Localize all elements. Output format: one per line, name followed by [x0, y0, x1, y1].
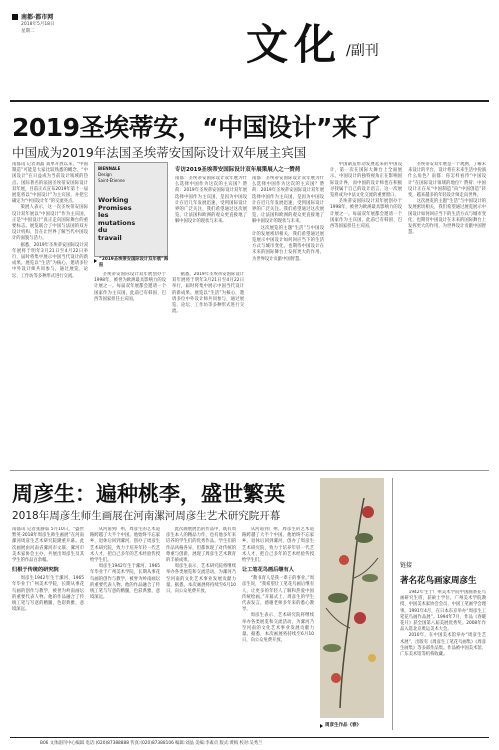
bio-text — [400, 590, 486, 732]
story2-para-5: 周彦生表示，艺术研究院将继续举办各类展览和交流活动，为漯河乃至河南的文化艺术事业发展贡献力量。据悉，本次画展将持续至6月10日，向公众免费开放。 — [242, 613, 314, 644]
story1-poster — [94, 162, 168, 257]
link-label: 链接 — [400, 562, 413, 569]
story2-para-2b: 周彦生1942年生于漯河，1965年毕业于广州美术学院，长期从事花鸟画的创作与教学，被誉为岭南画坛的重要代表人物。他的作品融合了传统工笔与写意的精髓，色彩典雅，意境深远。 — [90, 564, 160, 601]
interview-para-4: 圣埃蒂安双年展是一个观测、了解未来设计的平台，设计将在未来生活中扮演什么角色？南都：你怎样看待“中国设计”在国际设计领域的地位？赞荷：中国设计正在从“中国制造”向“中国创造”转变，越来越多的年轻设计师走向世界。 — [408, 162, 486, 199]
masthead-rule — [10, 100, 489, 102]
interview-para-3: 中国制造带动发展起来的中国设计，第一次在国际大舞台上全面展示。中国设计的独特视角正在影响国际设计界，而中国的设计师也在积极寻找属于自己的设计语言，这一次展览将成为中法文化交流的重要窗口。 — [330, 162, 402, 199]
footer-info: B06 文体副刊中心编辑 电话:(020)87388888 传真:(020)87388106 编辑:刘晶 美编:李素贞 版式:黄梅 校对:吴秀兰 — [40, 741, 263, 746]
interview-para-2: 南都：圣埃蒂安国际设计双年展为什么选择中国作为这次的主宾国？赞荷：2019年圣埃蒂安国际设计双年展选择中国作为主宾国，是因为中国设计在近几年发展迅速，受到国际设计界的广泛关注。我们希望通过这次展览，让法国和欧洲的观众更直接地了解中国设计的现状与未来。 — [252, 176, 324, 225]
poster-top: BIENNALE — [98, 166, 121, 171]
issue-date: 2018年5月18日 — [21, 22, 55, 27]
story2-para-2: 从河南到广州，周彦生的艺术道路跨越了大半个中国。他始终不忘家乡，退休后回到漯河，创办了周彦生艺术研究院，致力于培养年轻一代艺术人才，把自己多年的艺术经验传授给学生们。 — [90, 527, 160, 564]
caption-marker-icon — [320, 724, 323, 728]
masthead — [0, 0, 499, 110]
poster-line: Working — [98, 196, 129, 204]
section-title: 文化 — [246, 20, 343, 69]
story2-column-3 — [166, 527, 236, 732]
sidebar-divider — [392, 478, 393, 730]
story2-headline: 周彦生：遍种桃李，盛世繁英 — [12, 482, 285, 506]
interview-column-4 — [408, 162, 486, 462]
interview-para-1: 南都：圣埃蒂安国际设计双年展为什么选择中国作为这次的主宾国？赞荷：2019年圣埃蒂安国际设计双年展选择中国作为主宾国，是因为中国设计在近几年发展迅速，受到国际设计界的广泛关注。我们希望通过这次展览，让法国和欧洲的观众更直接地了解中国设计的现状与未来。 — [175, 176, 247, 225]
interview-column-2 — [252, 176, 324, 462]
footer-rule — [10, 737, 489, 738]
poster-line: Promises — [98, 203, 132, 212]
poster-line: travail — [98, 233, 122, 242]
story2-para-4: “教书育人是我一辈子的事业。”周彦生说，“我希望让工笔花鸟画后继有人，让更多的年轻人了解和热爱中国传统绘画。”开幕式上，周彦生的学生代表发言，感谢老师多年来的悉心教导。 — [242, 576, 314, 613]
story2-caption: 周彦生作品《春》 — [325, 723, 361, 728]
story1-column-2b — [172, 272, 244, 462]
story2-para-3b: 周彦生表示，艺术研究院将继续举办各类展览和交流活动，为漯河乃至河南的文化艺术事业发展贡献力量。据悉，本次画展将持续至6月10日，向公众免费开放。 — [166, 564, 236, 595]
brand-logo — [12, 14, 18, 20]
poster-line: du — [98, 226, 108, 234]
story1-subhead: 中国成为2019年法国圣埃蒂安国际设计双年展主宾国 — [12, 145, 307, 160]
interview-title: 专访2019圣埃蒂安国际设计双年展策展人之一赞荷 — [175, 167, 301, 173]
bio-para-2: 2010年，在中国美术馆举办“周彦生艺术展”，出版有《周彦生工笔花鸟画集》《周彦生画集》等多部作品集。作品被中国美术馆、广东美术馆等机构收藏。 — [400, 633, 486, 658]
bio-para-1: 1942年生于广州美术学院中国画系花鸟画研究生班，获硕士学位。广州美术学院教授、中国美术家协会会员、中国工笔画学会理事。1991年4月，在日本东京举办“周彦生工笔花鸟画作品展”。1994年7月，作品《春暖花开》获全国第八届美展优秀奖。2008年作品入选北京奥运美术大会。 — [400, 590, 486, 633]
story2-lede: 南都讯 记者张静茹 5月10日，“盛世繁英·2018年周彦生师生画展”在河南漯河周彦生艺术研究院隆重开幕。此次画展由河南省漯河市文联、漯河市美术家协会主办，共展出周彦生及其学生的作品百余幅。 — [12, 527, 84, 564]
story2-column-2 — [90, 527, 160, 732]
story1-lede: 南都讯 记者刘晶 戏单开放以来，“中国制造”可能是大家比较熟悉的概念，“中国设计”在日益成为当前设计领域的热点。国际著名的法国圣埃蒂安国际设计双年展，目前正式宣布2019年第十一届展览将以“中国设计”为主宾国，并把它确定为“中国设计年”的交流亮点。 — [12, 162, 88, 205]
section-subtitle: /副刊 — [346, 43, 379, 59]
story1-column-1 — [12, 162, 88, 462]
story2-subheading-2: 让工笔花鸟画后继有人 — [242, 567, 294, 574]
story1-para-2: 据悉，2019年圣埃蒂安国际设计双年展将于明年3月21日至4月22日举行，届时将集中展示中国当代设计的新成果。展览以“生活”为核心，邀请多位中外设计师共同参与，通过展览、论坛、工作坊等多种形式进行交流。 — [12, 242, 88, 279]
brand-name: 南都·都市网 — [21, 14, 54, 21]
story2-subhead: 2018年周彦生师生画展在河南漯河周彦生艺术研究院开幕 — [12, 510, 281, 522]
painting-artwork — [320, 478, 384, 718]
poster-line: les — [98, 211, 109, 219]
poster-title-block — [98, 197, 162, 242]
story1-caption: “2019圣埃蒂安国际设计双年展”海报 — [99, 257, 169, 268]
story2-column-1 — [12, 527, 84, 732]
story1-para-1: 策展人表示，这一次圣埃蒂安国际设计双年展以“中国设计”作为主宾国，正是“中国设计”真正走向国际舞台的重要标志。展览联合了中国与法国的双方设计机构，旨在让世界了解当代中国设计的面貌与活力。 — [12, 205, 88, 242]
story1-headline: 2019圣埃蒂安，“中国设计”来了 — [12, 113, 381, 142]
story2-para-4a: 从河南到广州，周彦生的艺术道路跨越了大半个中国。他始终不忘家乡，退休后回到漯河，创办了周彦生艺术研究院，致力于培养年轻一代艺术人才，把自己多年的艺术经验传授给学生们。 — [242, 527, 314, 564]
story2-para-1: 周彦生1942年生于漯河，1965年毕业于广州美术学院，长期从事花鸟画的创作与教学，被誉为岭南画坛的重要代表人物。他的作品融合了传统工笔与写意的精髓，色彩典雅，意境深远。 — [12, 576, 84, 613]
story1-para-3b: 据悉，2019年圣埃蒂安国际设计双年展将于明年3月21日至4月22日举行，届时将集中展示中国当代设计的新成果。展览以“生活”为核心，邀请多位中外设计师共同参与，通过展览、论坛、工作坊等多种形式进行交流。 — [172, 272, 244, 315]
interview-para-2b: 这次展览的主题“生活”与中国设计的发展密切相关，我们希望通过展览展示中国设计如何回应当下的生活方式与城市变化，也期待中国设计在未来的国际舞台上发挥更大的作用，为世界设计贡献中国智慧。 — [252, 225, 324, 262]
story-divider — [10, 470, 489, 471]
poster-line: mutations — [98, 218, 136, 227]
interview-para-3b: 圣埃蒂安国际设计双年展创办于1998年，被誉为欧洲最具影响力的设计展之一。每届双年展都会邀请一个国家作为主宾国，此前已有韩国、巴西等国家担任主宾国。 — [330, 199, 402, 230]
story1-column-2 — [94, 272, 166, 462]
story2-painting — [320, 478, 384, 718]
story2-column-4 — [242, 527, 314, 732]
interview-column-1 — [175, 176, 247, 268]
poster-top2: Design — [98, 172, 112, 177]
bio-title: 著名花鸟画家周彦生 — [400, 576, 477, 586]
caption-marker-icon — [94, 259, 97, 263]
poster-top3: Saint-Étienne — [98, 178, 125, 183]
story2-subheading-1: 归根于传统的研究院 — [12, 567, 59, 574]
story2-para-3: 此次画展展出的作品中，既有周彦生本人的精品力作，也有他多年来培养的学生们的优秀作品。学生们的作品风格各异，但都体现了对传统的尊重与创新，展现了周彦生艺术教育的丰硕成果。 — [166, 527, 236, 564]
interview-para-4b: 这次展览的主题“生活”与中国设计的发展密切相关，我们希望通过展览展示中国设计如何回应当下的生活方式与城市变化，也期待中国设计在未来的国际舞台上发挥更大的作用，为世界设计贡献中国智慧。 — [408, 199, 486, 236]
story1-para-3: 圣埃蒂安国际设计双年展创办于1998年，被誉为欧洲最具影响力的设计展之一。每届双年展都会邀请一个国家作为主宾国，此前已有韩国、巴西等国家担任主宾国。 — [94, 272, 166, 302]
interview-column-3 — [330, 162, 402, 462]
issue-weekday: 星期二 — [21, 29, 35, 34]
